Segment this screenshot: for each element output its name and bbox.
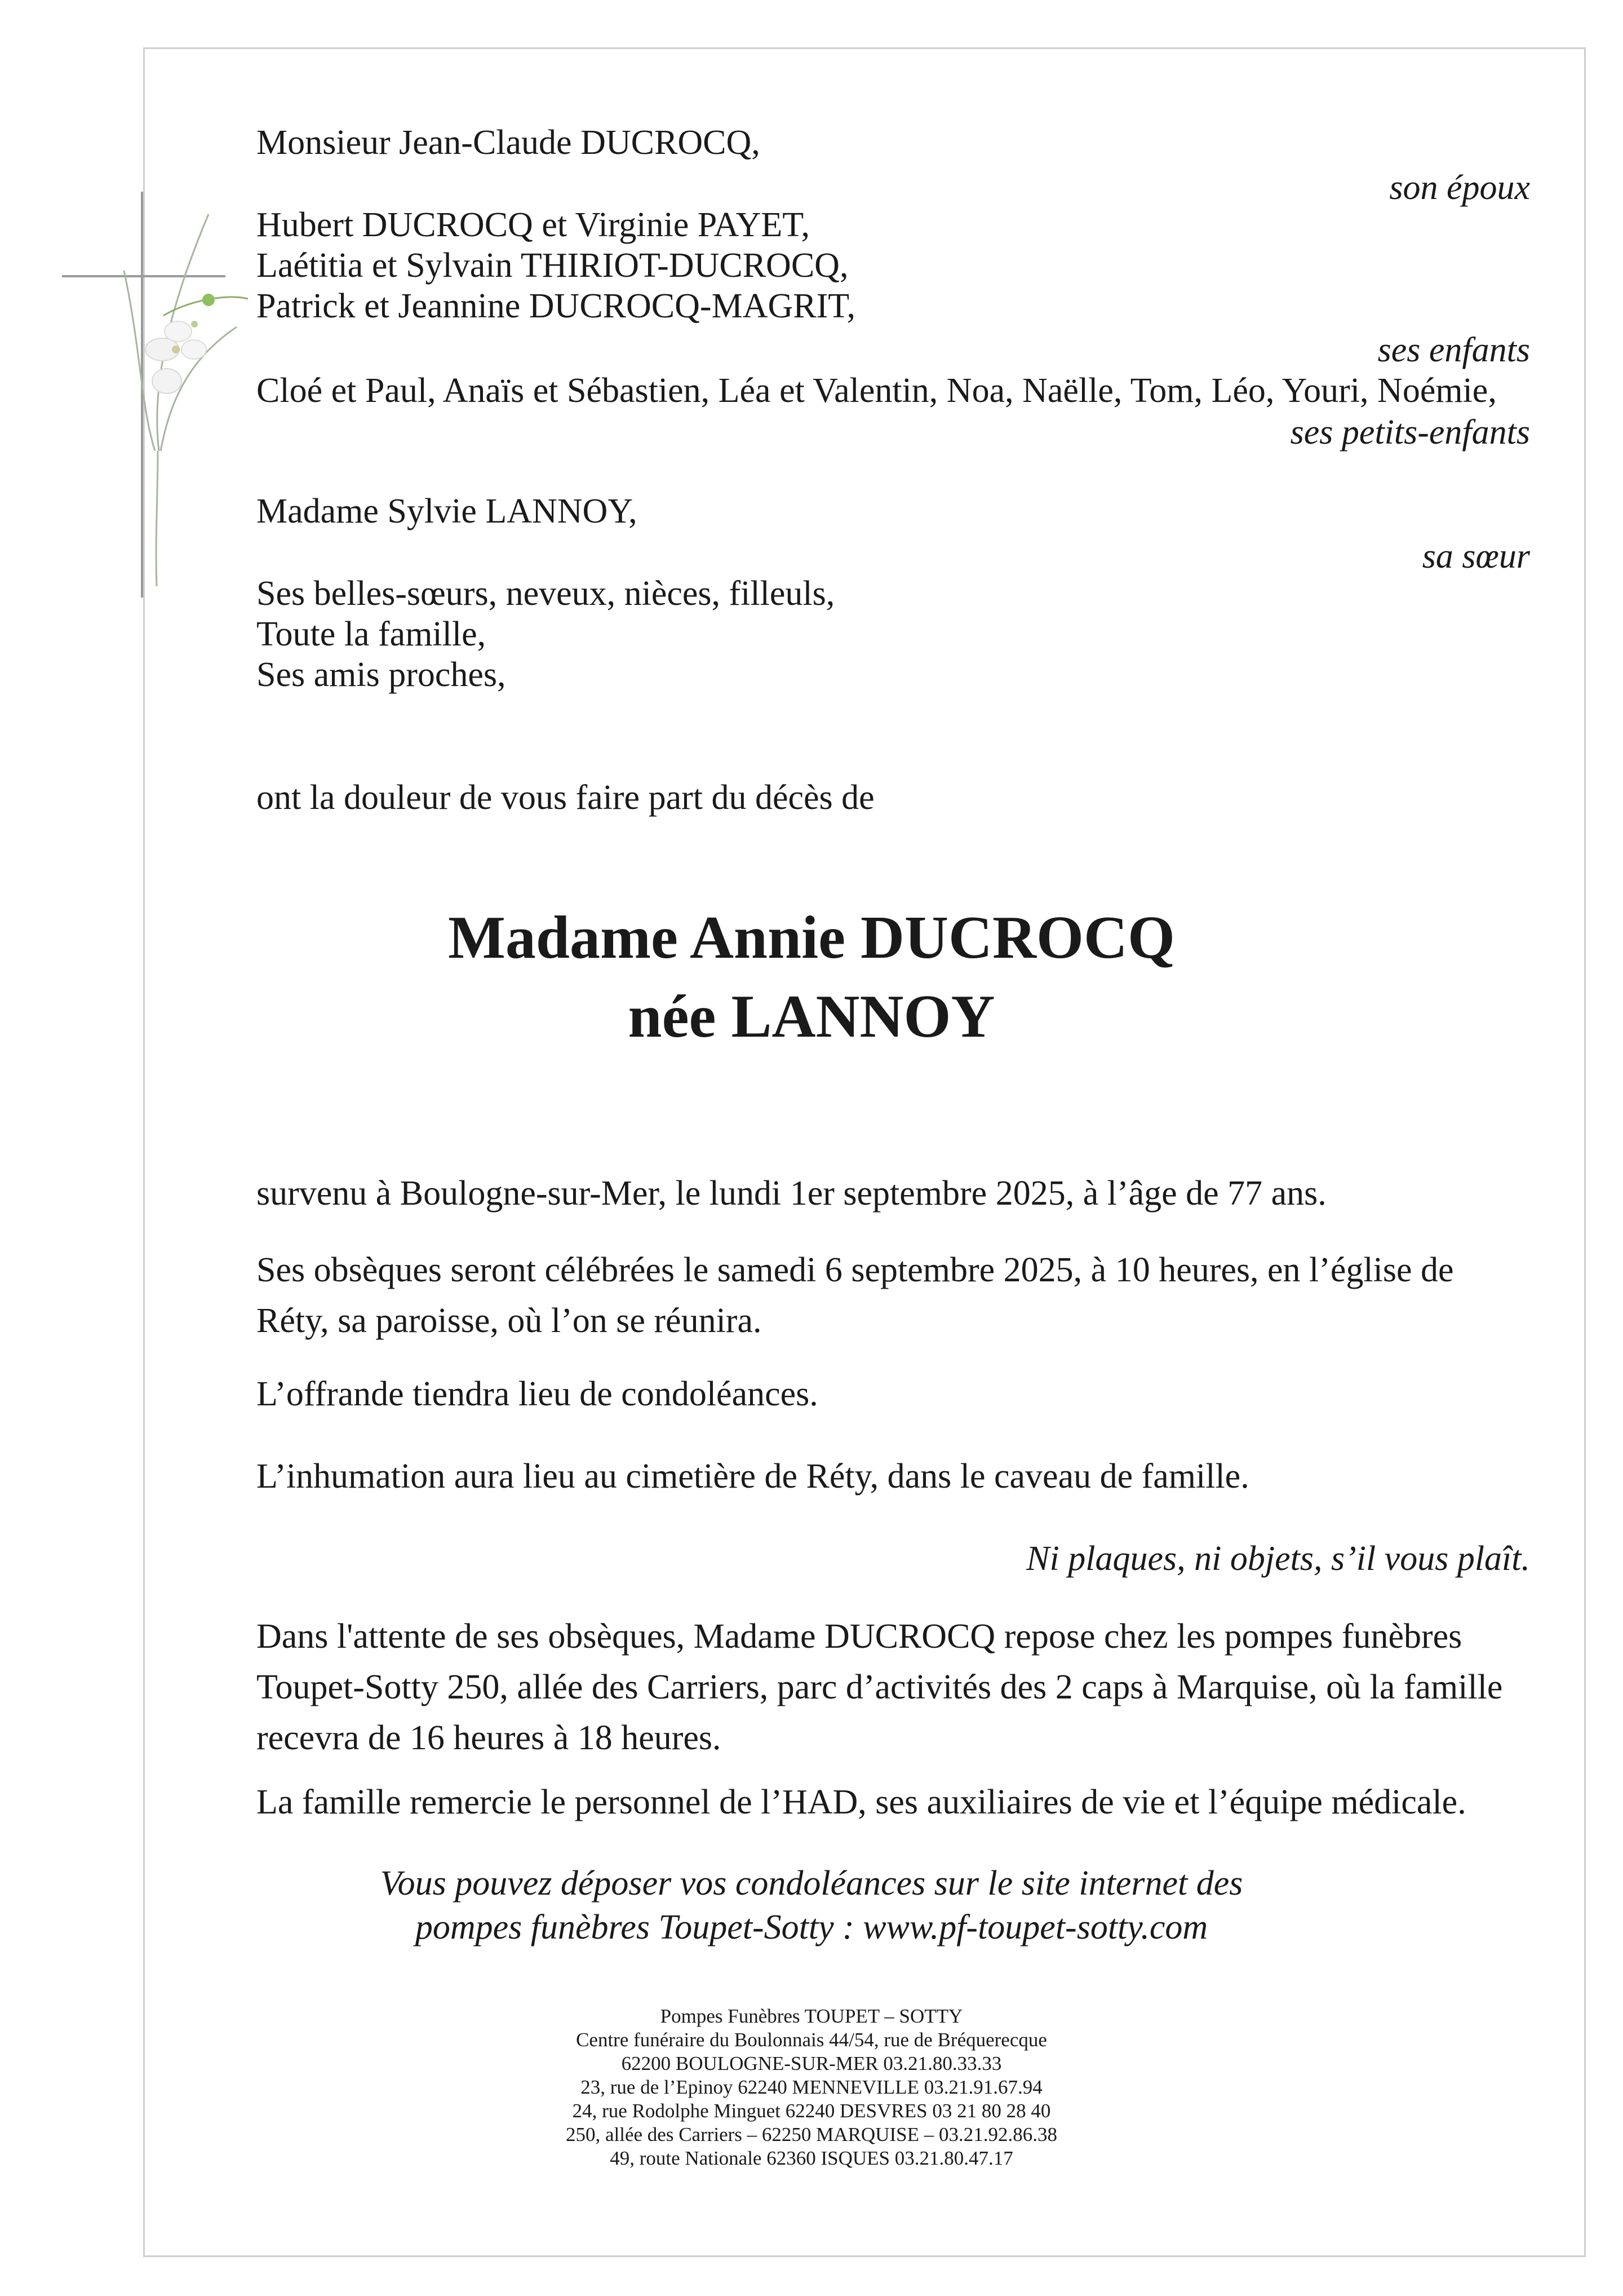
- thanks-paragraph: La famille remercie le personnel de l’HAD, ses auxiliaires de vie et l’équipe médicale.: [256, 1783, 1466, 1821]
- cross-flower-icon: [56, 180, 259, 609]
- deceased-maiden-name: née LANNOY: [628, 983, 995, 1050]
- child-3: Patrick et Jeannine DUCROCQ-MAGRIT,: [256, 287, 856, 325]
- condolences-line-2: pompes funèbres Toupet-Sotty : www.pf-toupet-sotty.com: [415, 1908, 1208, 1946]
- footer-line: Centre funéraire du Boulonnais 44/54, rue de Bréquerecque: [576, 2029, 1047, 2051]
- sister-role: sa sœur: [1422, 537, 1530, 576]
- sister-name: Madame Sylvie LANNOY,: [256, 492, 637, 530]
- footer-line: 23, rue de l’Epinoy 62240 MENNEVILLE 03.21.91.67.94: [580, 2076, 1043, 2098]
- footer-line: 49, route Nationale 62360 ISQUES 03.21.80.47.17: [610, 2147, 1013, 2169]
- footer-line: 250, allée des Carriers – 62250 MARQUISE – 03.21.92.86.38: [566, 2124, 1057, 2145]
- announcement: ont la douleur de vous faire part du décès de: [256, 778, 875, 817]
- deceased-name: Madame Annie DUCROCQ: [448, 904, 1175, 971]
- footer-line: 62200 BOULOGNE-SUR-MER 03.21.80.33.33: [621, 2052, 1002, 2074]
- child-1: Hubert DUCROCQ et Virginie PAYET,: [256, 206, 810, 244]
- offering-paragraph: L’offrande tiendra lieu de condoléances.: [256, 1375, 818, 1413]
- other-relatives-1: Ses belles-sœurs, neveux, nièces, filleuls,: [256, 574, 835, 613]
- grandchildren-role: ses petits-enfants: [1290, 413, 1530, 452]
- child-2: Laétitia et Sylvain THIRIOT-DUCROCQ,: [256, 246, 849, 285]
- other-relatives-2: Toute la famille,: [256, 615, 486, 653]
- footer-line: Pompes Funèbres TOUPET – SOTTY: [660, 2005, 963, 2027]
- footer-line: 24, rue Rodolphe Minguet 62240 DESVRES 03 21 80 28 40: [572, 2100, 1051, 2122]
- children-role: ses enfants: [1377, 331, 1530, 369]
- death-paragraph: survenu à Boulogne-sur-Mer, le lundi 1er septembre 2025, à l’âge de 77 ans.: [256, 1174, 1327, 1213]
- condolences-line-1: Vous pouvez déposer vos condoléances sur le site internet des: [380, 1864, 1243, 1903]
- funeral-paragraph: Ses obsèques seront célébrées le samedi 6 septembre 2025, à 10 heures, en l’église de Réty, sa paroisse, où l’on se réunira.: [256, 1251, 1454, 1340]
- burial-paragraph: L’inhumation aura lieu au cimetière de Réty, dans le caveau de famille.: [256, 1457, 1249, 1496]
- other-relatives-3: Ses amis proches,: [256, 656, 506, 694]
- grandchildren: Cloé et Paul, Anaïs et Sébastien, Léa et Valentin, Noa, Naëlle, Tom, Léo, Youri, Noémie,: [256, 371, 1497, 410]
- spouse-name: Monsieur Jean-Claude DUCROCQ,: [256, 123, 760, 162]
- spouse-role: son époux: [1389, 169, 1530, 207]
- funeral-home-footer: [0, 2005, 1623, 2170]
- rest-paragraph: Dans l'attente de ses obsèques, Madame DUCROCQ repose chez les pompes funèbres Toupet-Sotty 250, allée des Carriers, parc d’activités des 2 caps à Marquise, où la famille recevra de 16 heures à 18 heures.: [256, 1617, 1503, 1757]
- no-plaques-note: Ni plaques, ni objets, s’il vous plaît.: [1026, 1539, 1530, 1578]
